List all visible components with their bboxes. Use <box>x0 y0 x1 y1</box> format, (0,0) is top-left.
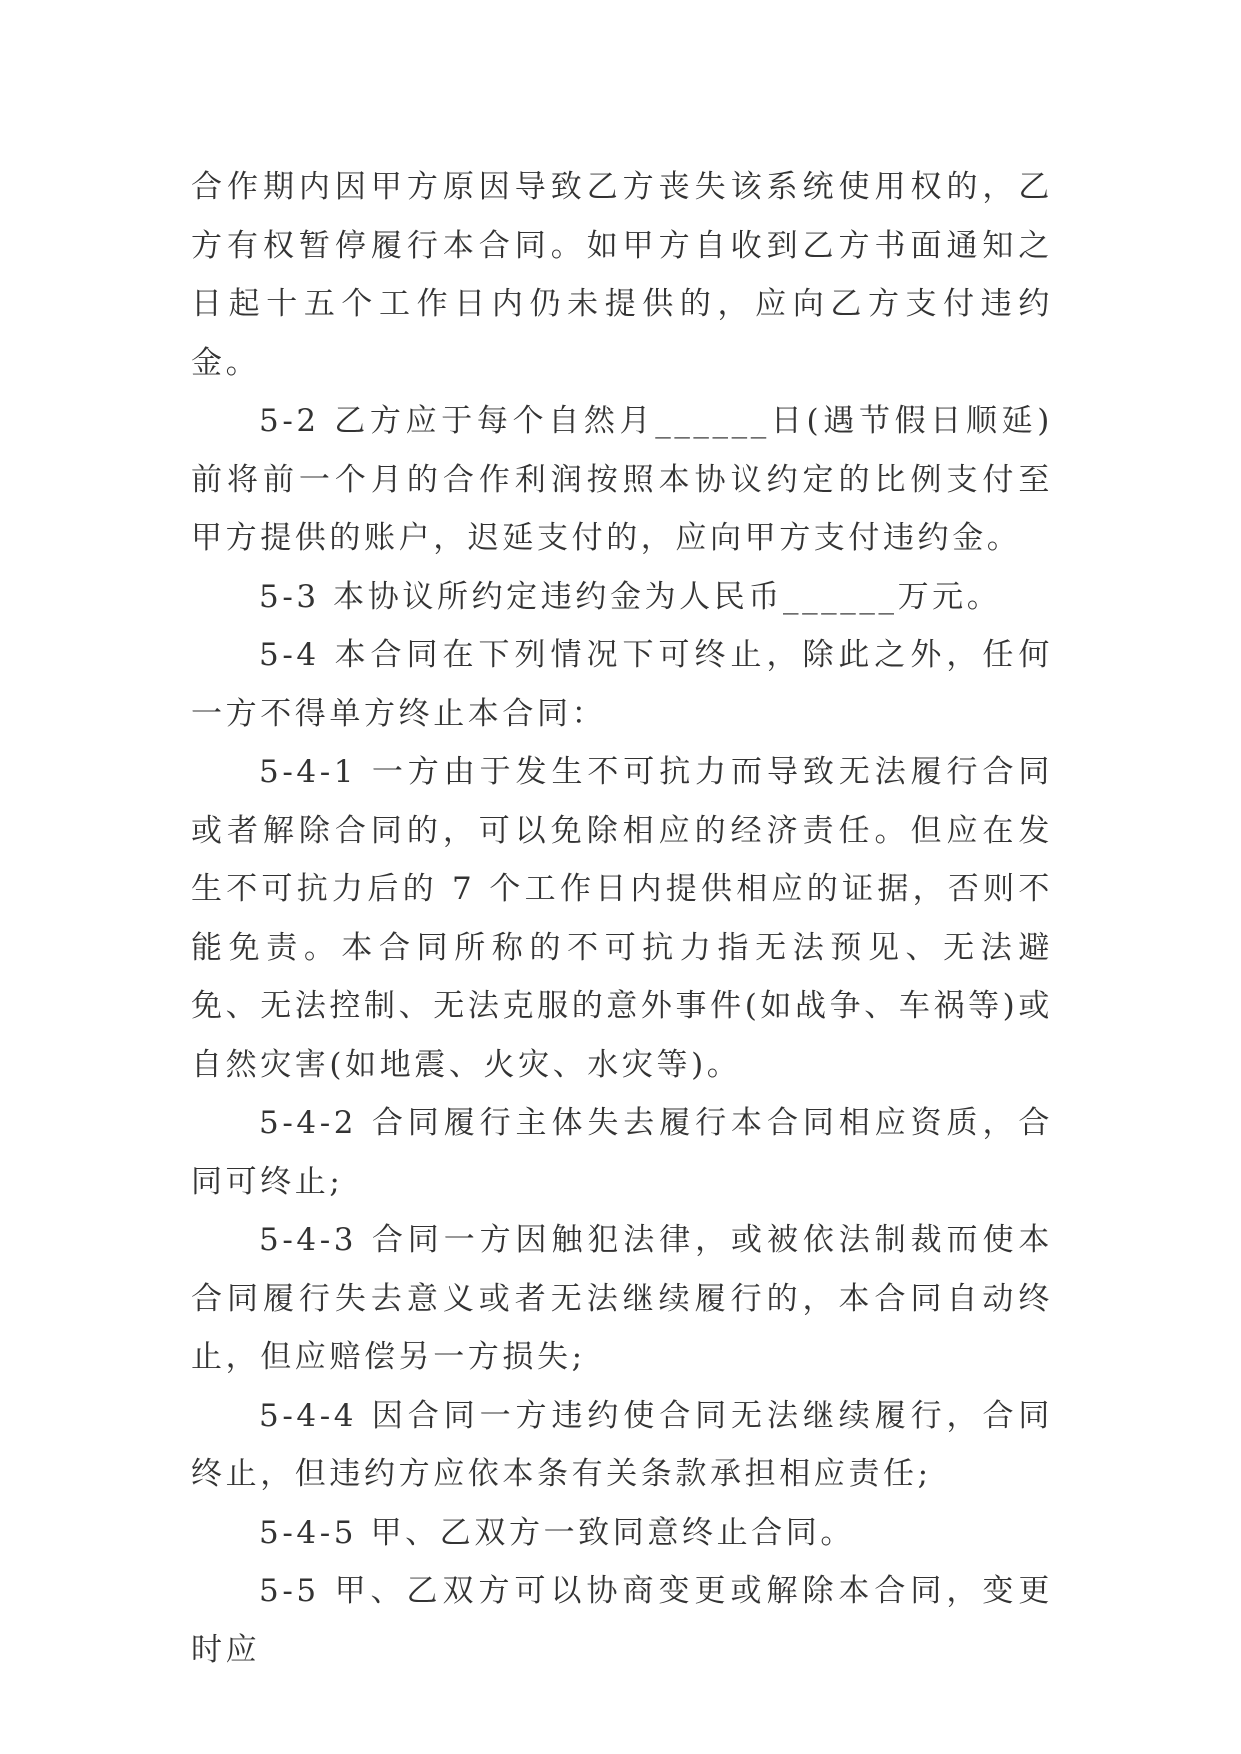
paragraph-clause-5-3: 5-3 本协议所约定违约金为人民币______万元。 <box>259 578 1002 615</box>
paragraph-clause-5-5: 5-5 甲、乙双方可以协商变更或解除本合同，变更时应 <box>191 1573 1053 1668</box>
paragraph-clause-5-4-4: 5-4-4 因合同一方违约使合同无法继续履行，合同终止，但违约方应依本条有关条款承担相应责任; <box>191 1397 1053 1492</box>
paragraph-clause-5-4: 5-4 本合同在下列情况下可终止，除此之外，任何一方不得单方终止本合同： <box>191 637 1053 732</box>
paragraph-clause-5-4-2: 5-4-2 合同履行主体失去履行本合同相应资质，合同可终止; <box>191 1105 1053 1200</box>
document-body <box>191 158 1053 1679</box>
paragraph-continuation: 合作期内因甲方原因导致乙方丧失该系统使用权的，乙方有权暂停履行本合同。如甲方自收到乙方书面通知之日起十五个工作日内仍未提供的，应向乙方支付违约金。 <box>191 169 1053 381</box>
paragraph-clause-5-4-3: 5-4-3 合同一方因触犯法律，或被依法制裁而使本合同履行失去意义或者无法继续履行的，本合同自动终止，但应赔偿另一方损失; <box>191 1222 1053 1375</box>
paragraph-clause-5-4-1: 5-4-1 一方由于发生不可抗力而导致无法履行合同或者解除合同的，可以免除相应的经济责任。但应在发生不可抗力后的 7 个工作日内提供相应的证据，否则不能免责。本合同所称的不可抗力指无法预见、无法避免、无法控制、无法克服的意外事件(如战争、车祸等)或自然灾害(如地震、火灾、水灾等)。 <box>191 754 1053 1083</box>
paragraph-clause-5-4-5: 5-4-5 甲、乙双方一致同意终止合同。 <box>259 1514 855 1551</box>
paragraph-clause-5-2: 5-2 乙方应于每个自然月______日(遇节假日顺延)前将前一个月的合作利润按照本协议约定的比例支付至甲方提供的账户，迟延支付的，应向甲方支付违约金。 <box>191 403 1053 556</box>
